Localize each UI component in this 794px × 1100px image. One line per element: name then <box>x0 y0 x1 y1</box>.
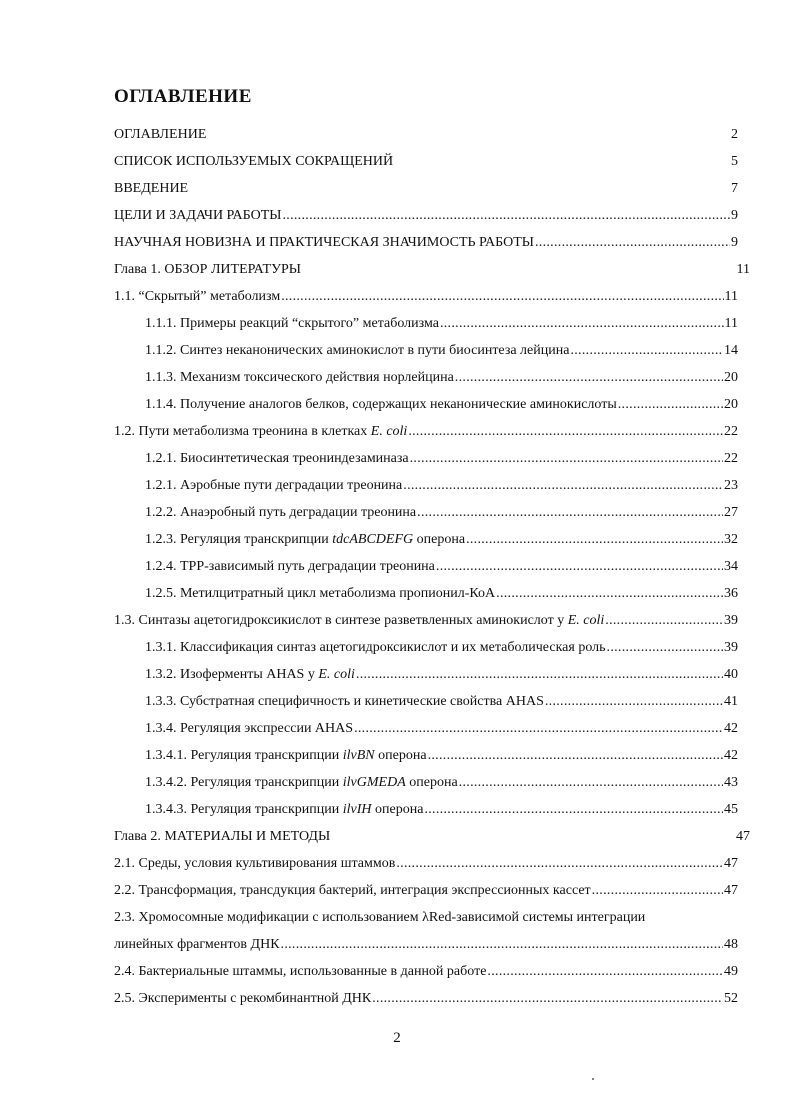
toc-entry: 1.1.2. Синтез неканонических аминокислот в пути биосинтеза лейцина ..... 14 <box>114 343 738 370</box>
toc-entry: ОГЛАВЛЕНИЕ 2 <box>114 127 738 142</box>
toc-entry: 1.2.5. Метилцитратный цикл метаболизма пропионил-КоА ..... 36 <box>114 586 738 613</box>
toc-entry: 1.3.4.1. Регуляция транскрипции ilvBN оперона ..... 42 <box>114 748 738 775</box>
toc-entry: 1.2.1. Биосинтетическая треониндезаминаза ..... 22 <box>114 451 738 478</box>
toc-entry: 1.3.3. Субстратная специфичность и кинетические свойства AHAS ..... 41 <box>114 694 738 721</box>
toc-entry: 1.3.4.3. Регуляция транскрипции ilvIH оперона ..... 45 <box>114 802 738 829</box>
toc-entry: 1.3.4.2. Регуляция транскрипции ilvGMEDA оперона ..... 43 <box>114 775 738 802</box>
toc-entry: 1.1. “Скрытый” метаболизм ..... 11 <box>114 289 738 316</box>
table-of-contents <box>114 127 750 1018</box>
toc-entry: 1.2. Пути метаболизма треонина в клетках E. coli ..... 22 <box>114 424 738 451</box>
toc-entry: 1.3. Синтазы ацетогидроксикислот в синтезе разветвленных аминокислот у E. coli ..... 39 <box>114 613 738 640</box>
toc-entry: 1.1.4. Получение аналогов белков, содержащих неканонические аминокислоты ..... 20 <box>114 397 738 424</box>
toc-entry: 2.3. Хромосомные модификации с использованием λRed-зависимой системы интеграции <box>114 910 646 925</box>
toc-entry: НАУЧНАЯ НОВИЗНА И ПРАКТИЧЕСКАЯ ЗНАЧИМОСТЬ РАБОТЫ ..... 9 <box>114 235 738 262</box>
toc-entry: 1.2.1. Аэробные пути деградации треонина ..... 23 <box>114 478 738 505</box>
toc-entry: Глава 1. ОБЗОР ЛИТЕРАТУРЫ 11 <box>114 262 750 277</box>
toc-entry: 2.5. Эксперименты с рекомбинантной ДНК ..... 52 <box>114 991 738 1018</box>
toc-entry: 1.3.2. Изоферменты AHAS у E. coli ..... 40 <box>114 667 738 694</box>
toc-entry: ВВЕДЕНИЕ 7 <box>114 181 738 196</box>
toc-entry: 2.2. Трансформация, трансдукция бактерий, интеграция экспрессионных кассет ..... 47 <box>114 883 738 910</box>
toc-entry: 1.3.4. Регуляция экспрессии AHAS ..... 42 <box>114 721 738 748</box>
toc-entry: 1.2.4. ТРР-зависимый путь деградации треонина ..... 34 <box>114 559 738 586</box>
toc-entry: линейных фрагментов ДНК ..... 48 <box>114 937 738 964</box>
toc-entry: 2.1. Среды, условия культивирования штаммов ..... 47 <box>114 856 738 883</box>
toc-entry: 1.3.1. Классификация синтаз ацетогидроксикислот и их метаболическая роль ..... 39 <box>114 640 738 667</box>
toc-entry: ЦЕЛИ И ЗАДАЧИ РАБОТЫ ..... 9 <box>114 208 738 235</box>
toc-heading: ОГЛАВЛЕНИЕ <box>114 86 252 107</box>
toc-entry: Глава 2. МАТЕРИАЛЫ И МЕТОДЫ 47 <box>114 829 750 844</box>
page-number: 2 <box>393 1030 401 1046</box>
toc-entry: 2.4. Бактериальные штаммы, использованные в данной работе ..... 49 <box>114 964 738 991</box>
scan-speck <box>592 1078 594 1080</box>
toc-entry: СПИСОК ИСПОЛЬЗУЕМЫХ СОКРАЩЕНИЙ 5 <box>114 154 738 169</box>
toc-entry: 1.1.1. Примеры реакций “скрытого” метаболизма ..... 11 <box>114 316 738 343</box>
toc-entry: 1.2.2. Анаэробный путь деградации треонина ..... 27 <box>114 505 738 532</box>
toc-entry: 1.2.3. Регуляция транскрипции tdcABCDEFG оперона ..... 32 <box>114 532 738 559</box>
toc-entry: 1.1.3. Механизм токсического действия норлейцина ..... 20 <box>114 370 738 397</box>
